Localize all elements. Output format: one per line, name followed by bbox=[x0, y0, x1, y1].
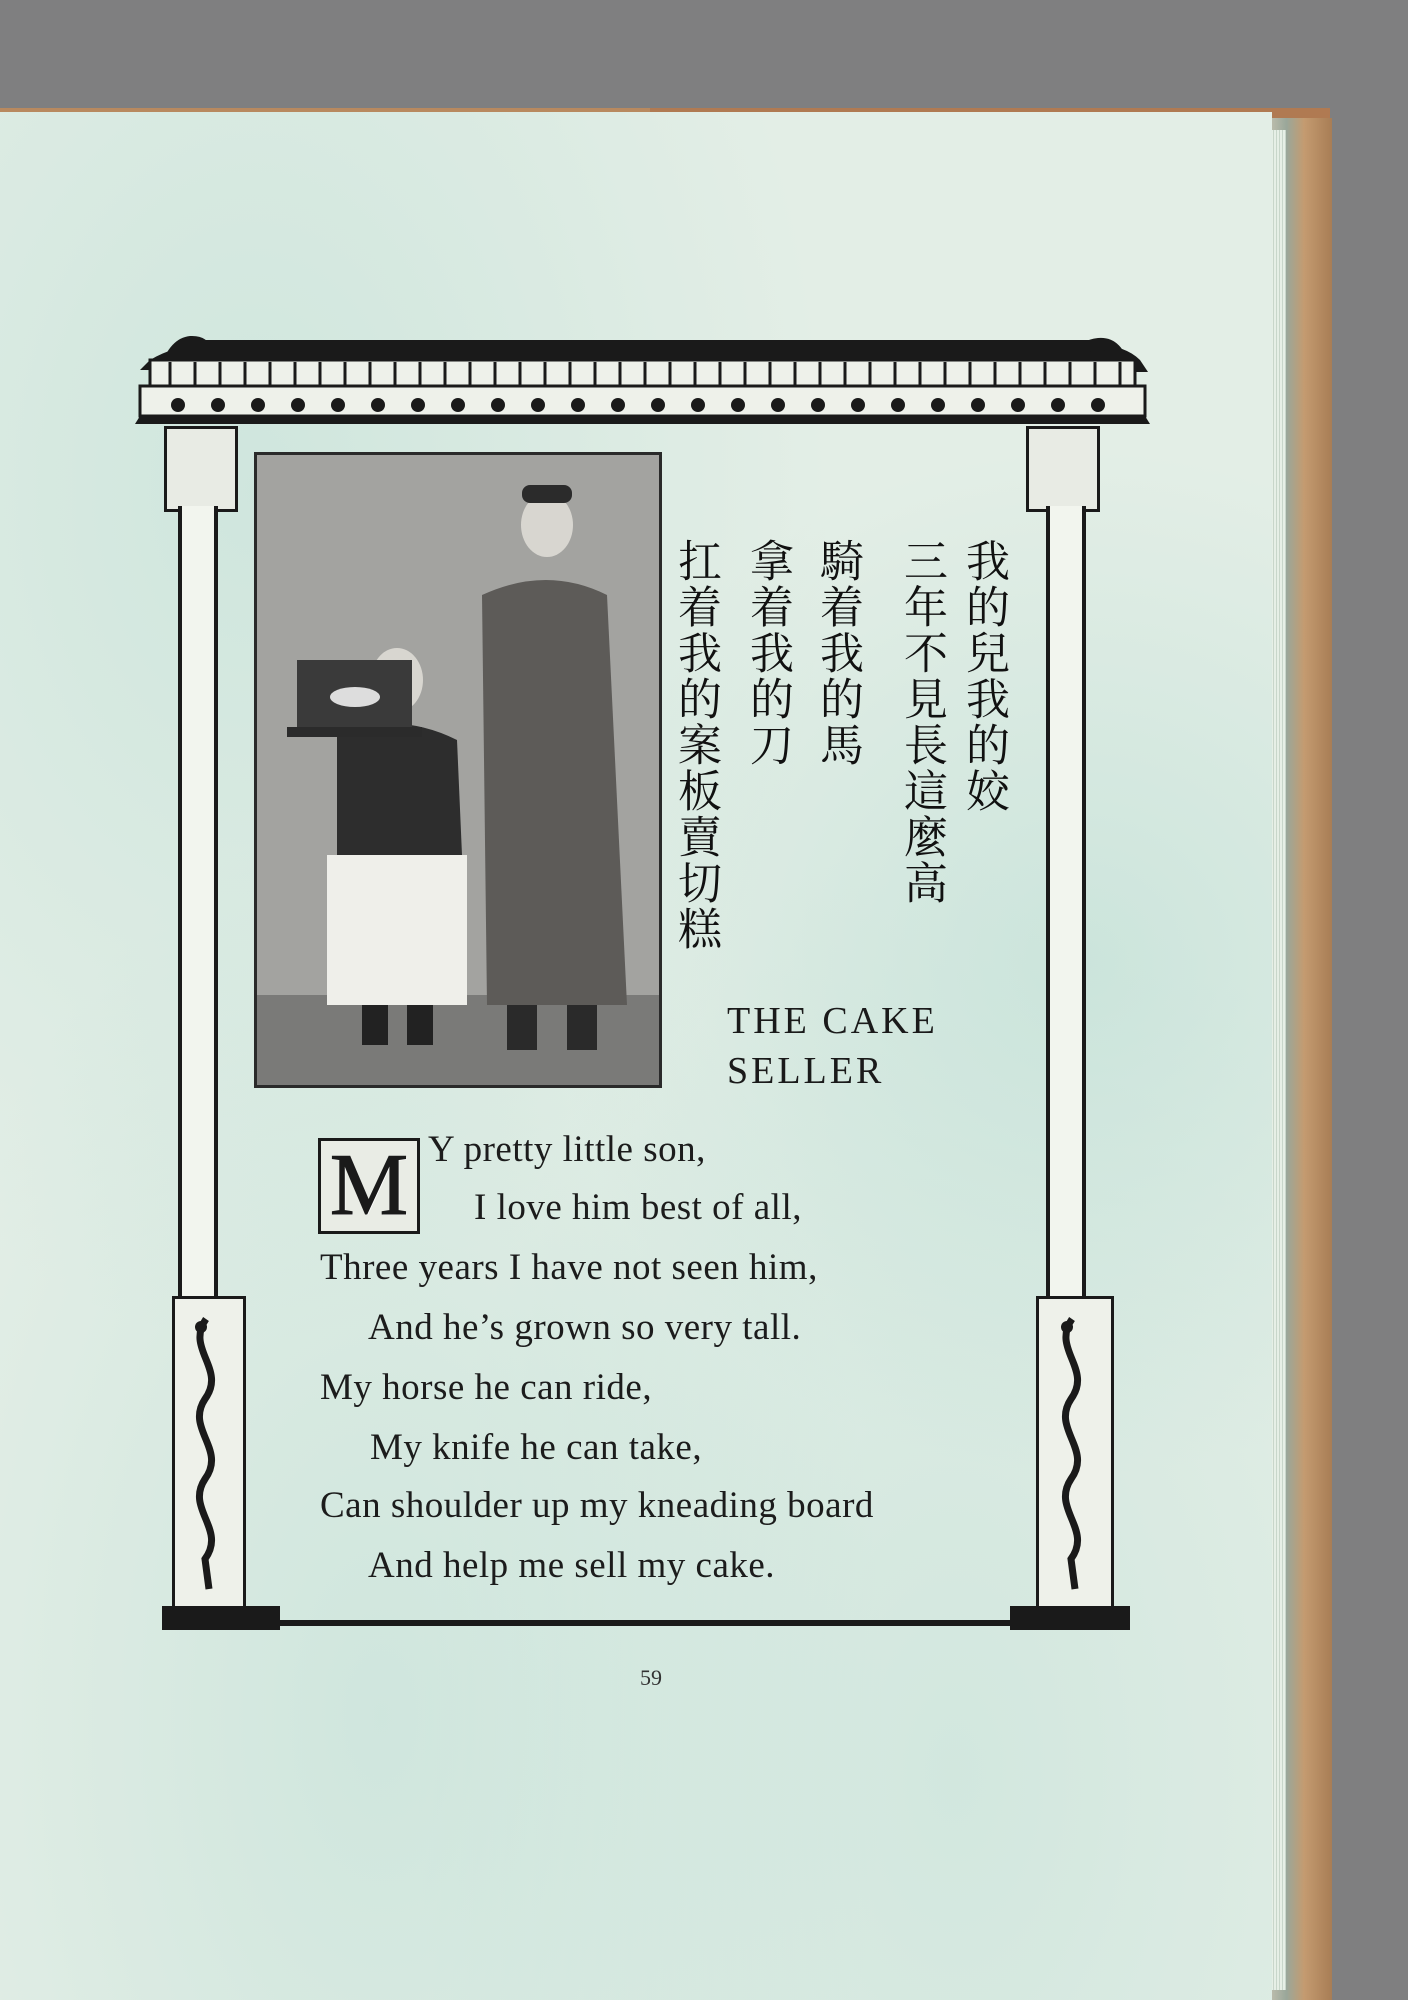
poem-line-7: Can shoulder up my kneading board bbox=[320, 1485, 874, 1526]
poem-title-line-2: SELLER bbox=[727, 1050, 885, 1092]
poem-line-8: And help me sell my cake. bbox=[368, 1545, 776, 1586]
right-capital bbox=[1026, 426, 1100, 512]
photograph bbox=[254, 452, 662, 1088]
temple-roof-frame bbox=[0, 0, 1408, 460]
chinese-verse-line-1: 我的兒我的姣 bbox=[958, 538, 1009, 814]
frame-base-left bbox=[162, 1606, 280, 1630]
drop-cap-letter: M bbox=[329, 1137, 409, 1234]
drop-cap bbox=[318, 1138, 420, 1234]
chinese-verse-line-5: 扛着我的案板賣切糕 bbox=[670, 538, 721, 952]
poem-title bbox=[727, 996, 1027, 1096]
poem-line-4: And he’s grown so very tall. bbox=[368, 1307, 802, 1348]
chinese-verse-line-2: 三年不見長這麼高 bbox=[896, 538, 947, 906]
frame-base-right bbox=[1010, 1606, 1130, 1630]
frame-base-line bbox=[270, 1620, 1030, 1626]
poem-line-5: My horse he can ride, bbox=[320, 1367, 653, 1408]
dragon-icon bbox=[175, 1299, 237, 1603]
right-pillar bbox=[1046, 506, 1086, 1296]
poem-line-6: My knife he can take, bbox=[370, 1427, 703, 1468]
left-capital bbox=[164, 426, 238, 512]
poem-line-2: I love him best of all, bbox=[474, 1187, 802, 1228]
photo-figures bbox=[257, 455, 659, 1085]
left-pillar bbox=[178, 506, 218, 1296]
page-number: 59 bbox=[640, 1665, 662, 1690]
right-dragon-panel bbox=[1036, 1296, 1114, 1612]
left-dragon-panel bbox=[172, 1296, 246, 1612]
poem-line-3: Three years I have not seen him, bbox=[320, 1247, 818, 1288]
poem-title-line-1: THE CAKE bbox=[727, 1000, 938, 1042]
dragon-icon bbox=[1039, 1299, 1105, 1603]
chinese-verse-line-4: 拿着我的刀 bbox=[742, 538, 793, 768]
poem-line-1: Y pretty little son, bbox=[428, 1129, 706, 1170]
chinese-verse-line-3: 騎着我的馬 bbox=[812, 538, 863, 768]
